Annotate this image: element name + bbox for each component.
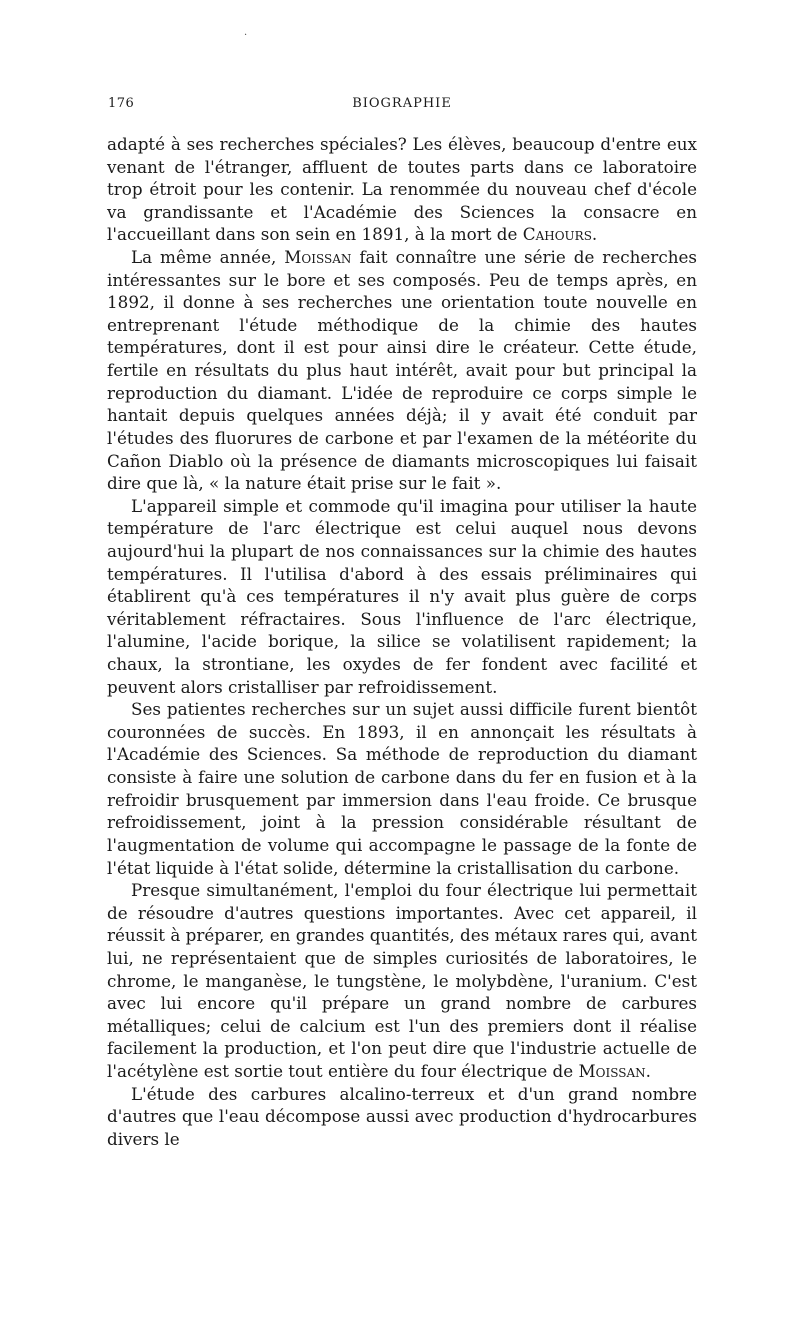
paragraph <box>107 495 697 698</box>
author-name: Moissan <box>578 1060 646 1081</box>
text-segment: L'étude des carbures alcalino-terreux et d'un grand nombre d'autres que l'eau décompose aussi avec production d'hydrocarbures divers le <box>107 1083 697 1149</box>
paragraph <box>107 879 697 1082</box>
paragraph <box>107 698 697 879</box>
scan-speck: · <box>244 30 248 41</box>
text-segment: La même année, <box>131 247 285 268</box>
text-segment: Ses patientes recherches sur un sujet aussi difficile furent bientôt couronnées de succès. En 1893, il en annonçait les résultats à l'Académie des Sciences. Sa méthode de reproduction du diamant consiste à faire une solution de carbone dans du fer en fusion et à la refroidir brusquement par immersion dans l'eau froide. Ce brusque refroidissement, joint à la pression considérable résultant de l'augmentation de volume qui accompagne le passage de la fonte de l'état liquide à l'état solide, détermine la cristallisation du carbone. <box>107 699 697 878</box>
text-segment: adapté à ses recherches spéciales? Les élèves, beaucoup d'entre eux venant de l'étranger, affluent de toutes parts dans ce laboratoire trop étroit pour les contenir. La renommée du nouveau chef d'école va grandissante et l'Académie des Sciences la consacre en l'accueillant dans son sein en 1891, à la mort de <box>107 134 697 245</box>
text-segment: fait connaître une série de recherches intéressantes sur le bore et ses composés. Peu de temps après, en 1892, il donne à ses recherches une orientation toute nouvelle en entreprenant l'étude méthodique de la chimie des hautes températures, dont il est pour ainsi dire le créateur. Cette étude, fertile en résultats du plus haut intérêt, avait pour but principal la reproduction du diamant. L'idée de reproduire ce corps simple le hantait depuis quelques années déjà; il y avait été conduit par l'études des fluorures de carbone et par l'examen de la météorite du Cañon Diablo où la présence de diamants microscopiques lui faisait dire que là, « la nature était prise sur le fait ». <box>107 247 697 494</box>
body-text <box>107 133 697 1150</box>
running-head: BIOGRAPHIE <box>352 96 452 111</box>
text-segment: . <box>591 224 598 245</box>
text-segment: Presque simultanément, l'emploi du four électrique lui permettait de résoudre d'autres questions importantes. Avec cet appareil, il réussit à préparer, en grandes quantités, des métaux rares qui, avant lui, ne représentaient que de simples curiosités de laboratoires, le chrome, le manganèse, le tungstène, le molybdène, l'uranium. C'est avec lui encore qu'il prépare un grand nombre de carbures métalliques; celui de calcium est l'un des premiers dont il réalise facilement la production, et l'on peut dire que l'industrie actuelle de l'acétylène est sortie tout entière du four électrique de <box>107 880 697 1081</box>
paragraph <box>107 246 697 495</box>
text-segment: L'appareil simple et commode qu'il imagina pour utiliser la haute température de l'arc électrique est celui auquel nous devons aujourd'hui la plupart de nos connaissances sur la chimie des hautes températures. Il l'utilisa d'abord à des essais préliminaires qui établirent qu'à ces températures il n'y avait plus guère de corps véritablement réfractaires. Sous l'influence de l'arc électrique, l'alumine, l'acide borique, la silice se volatilisent rapidement; la chaux, la strontiane, les oxydes de fer fondent avec facilité et peuvent alors cristalliser par refroidissement. <box>107 495 697 697</box>
author-name: Cahours <box>522 224 592 245</box>
author-name: Moissan <box>284 247 352 268</box>
text-segment: . <box>645 1060 651 1081</box>
page-header <box>108 96 696 116</box>
paragraph <box>107 1083 697 1151</box>
paragraph <box>107 133 697 246</box>
page-number: 176 <box>108 96 135 111</box>
